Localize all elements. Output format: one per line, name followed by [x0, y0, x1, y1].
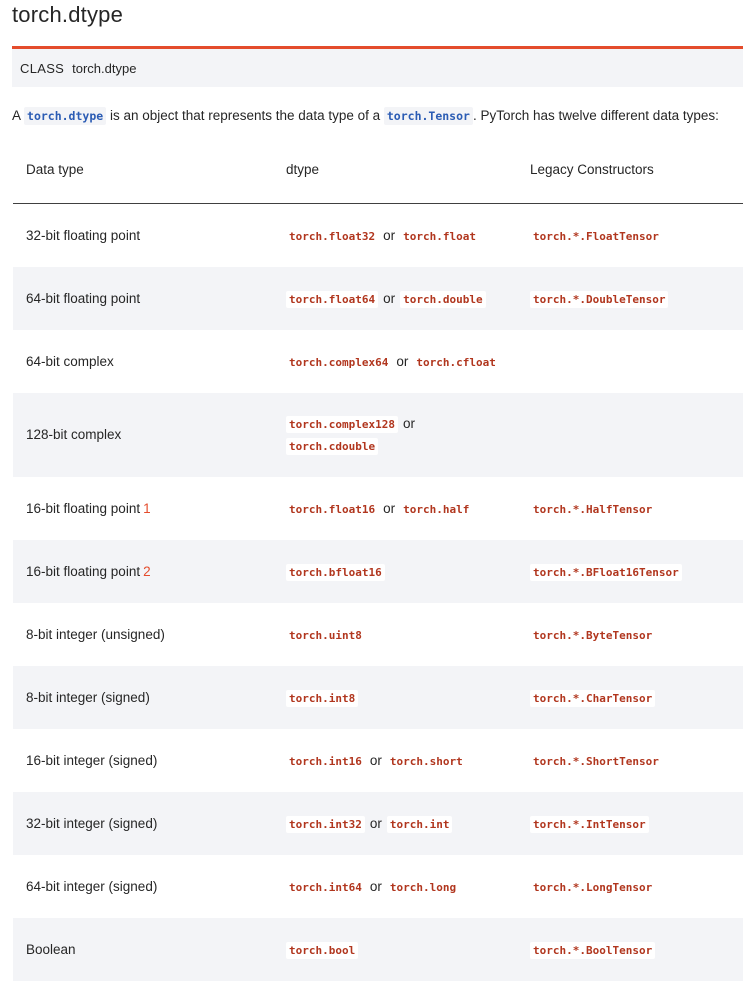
dtype-cell [283, 330, 530, 393]
legacy-constructor-code[interactable]: torch.*.CharTensor [530, 690, 655, 707]
table-row [13, 477, 743, 540]
legacy-constructor-code[interactable]: torch.*.HalfTensor [530, 501, 655, 518]
data-type-label: 64-bit complex [26, 353, 114, 369]
legacy-cell [530, 330, 743, 393]
dtype-link[interactable]: torch.dtype [24, 107, 106, 125]
table-row [13, 267, 743, 330]
data-type-cell [13, 918, 283, 981]
dtype-code[interactable]: torch.int32 [286, 816, 365, 833]
table-row [13, 666, 743, 729]
data-type-label: 128-bit complex [26, 427, 122, 442]
dtype-cell [283, 477, 530, 540]
intro-pre: A [12, 108, 25, 123]
dtype-code[interactable]: torch.int16 [286, 753, 365, 770]
data-type-label: 16-bit integer (signed) [26, 752, 158, 768]
data-type-cell [13, 477, 283, 540]
dtype-table [13, 135, 743, 981]
legacy-cell [530, 918, 743, 981]
or-text: or [383, 500, 396, 516]
data-type-cell [13, 204, 283, 267]
dtype-cell [283, 666, 530, 729]
dtype-code[interactable]: torch.float16 [286, 501, 378, 518]
legacy-cell [530, 855, 743, 918]
dtype-code[interactable]: torch.float32 [286, 228, 378, 245]
dtype-alias-code[interactable]: torch.cdouble [286, 438, 378, 455]
table-body [13, 204, 743, 981]
table-row [13, 204, 743, 267]
data-type-label: 64-bit integer (signed) [26, 878, 158, 894]
legacy-cell [530, 666, 743, 729]
table-row [13, 603, 743, 666]
dtype-alias-code[interactable]: torch.half [400, 501, 472, 518]
intro-paragraph [12, 108, 719, 123]
data-type-label: 32-bit integer (signed) [26, 815, 158, 831]
dtype-alias-code[interactable]: torch.float [400, 228, 479, 245]
legacy-constructor-code[interactable]: torch.*.LongTensor [530, 879, 655, 896]
legacy-cell [530, 792, 743, 855]
class-signature [12, 46, 743, 87]
footnote-link[interactable]: 2 [143, 563, 151, 579]
data-type-cell [13, 267, 283, 330]
legacy-constructor-code[interactable]: torch.*.DoubleTensor [530, 291, 668, 308]
class-keyword: CLASS [20, 60, 65, 76]
data-type-label: 64-bit floating point [26, 290, 141, 306]
or-text: or [402, 415, 415, 431]
table-row [13, 918, 743, 981]
dtype-cell [283, 729, 530, 792]
dtype-code[interactable]: torch.int8 [286, 690, 358, 707]
data-type-label: 16-bit floating point [26, 563, 141, 579]
dtype-alias-code[interactable]: torch.int [387, 816, 453, 833]
dtype-alias-code[interactable]: torch.long [387, 879, 459, 896]
data-type-cell [13, 729, 283, 792]
dtype-alias-code[interactable]: torch.double [400, 291, 485, 308]
dtype-cell [283, 267, 530, 330]
dtype-cell [283, 540, 530, 603]
or-text: or [369, 878, 382, 894]
table-row [13, 393, 743, 477]
header-data-type: Data type [13, 135, 283, 204]
dtype-line [286, 435, 529, 457]
header-legacy: Legacy Constructors [530, 135, 743, 204]
legacy-constructor-code[interactable]: torch.*.ShortTensor [530, 753, 662, 770]
data-type-label: 8-bit integer (unsigned) [26, 626, 165, 642]
dtype-code[interactable]: torch.bool [286, 942, 358, 959]
dtype-code[interactable]: torch.complex64 [286, 354, 391, 371]
legacy-cell [530, 204, 743, 267]
intro-post: . PyTorch has twelve different data types: [472, 108, 719, 123]
footnote-link[interactable]: 1 [143, 500, 151, 516]
legacy-constructor-code[interactable]: torch.*.IntTensor [530, 816, 649, 833]
data-type-label: 16-bit floating point [26, 500, 141, 516]
legacy-constructor-code[interactable]: torch.*.BFloat16Tensor [530, 564, 682, 581]
dtype-code[interactable]: torch.bfloat16 [286, 564, 385, 581]
legacy-constructor-code[interactable]: torch.*.ByteTensor [530, 627, 655, 644]
dtype-code[interactable]: torch.complex128 [286, 416, 398, 433]
data-type-label: 32-bit floating point [26, 227, 141, 243]
data-type-cell [13, 330, 283, 393]
table-row [13, 729, 743, 792]
table-row [13, 330, 743, 393]
table-row [13, 540, 743, 603]
or-text: or [383, 290, 396, 306]
legacy-cell [530, 540, 743, 603]
data-type-cell [13, 792, 283, 855]
data-type-cell [13, 855, 283, 918]
dtype-cell [283, 792, 530, 855]
data-type-cell [13, 393, 283, 477]
legacy-cell [530, 729, 743, 792]
legacy-cell [530, 393, 743, 477]
data-type-cell [13, 540, 283, 603]
intro-mid: is an object that represents the data type of a [106, 108, 384, 123]
header-dtype: dtype [283, 135, 530, 204]
dtype-line [286, 413, 529, 435]
data-type-label: 8-bit integer (signed) [26, 689, 150, 705]
dtype-code[interactable]: torch.uint8 [286, 627, 365, 644]
dtype-cell [283, 204, 530, 267]
table-row [13, 792, 743, 855]
dtype-cell [283, 603, 530, 666]
or-text: or [369, 752, 382, 768]
dtype-alias-code[interactable]: torch.cfloat [413, 354, 498, 371]
data-type-cell [13, 666, 283, 729]
legacy-cell [530, 603, 743, 666]
legacy-constructor-code[interactable]: torch.*.BoolTensor [530, 942, 655, 959]
tensor-link[interactable]: torch.Tensor [384, 107, 473, 125]
table-row [13, 855, 743, 918]
legacy-cell [530, 477, 743, 540]
dtype-cell [283, 855, 530, 918]
dtype-cell [283, 918, 530, 981]
dtype-alias-code[interactable]: torch.short [387, 753, 466, 770]
legacy-cell [530, 267, 743, 330]
or-text: or [383, 227, 396, 243]
data-type-label: Boolean [26, 941, 76, 957]
page-title: torch.dtype [12, 2, 124, 27]
dtype-cell [283, 393, 530, 477]
or-text: or [396, 353, 409, 369]
data-type-cell [13, 603, 283, 666]
dtype-code[interactable]: torch.float64 [286, 291, 378, 308]
or-text: or [369, 815, 382, 831]
class-name: torch.dtype [72, 60, 137, 76]
legacy-constructor-code[interactable]: torch.*.FloatTensor [530, 228, 662, 245]
dtype-code[interactable]: torch.int64 [286, 879, 365, 896]
table-header-row [13, 135, 743, 204]
